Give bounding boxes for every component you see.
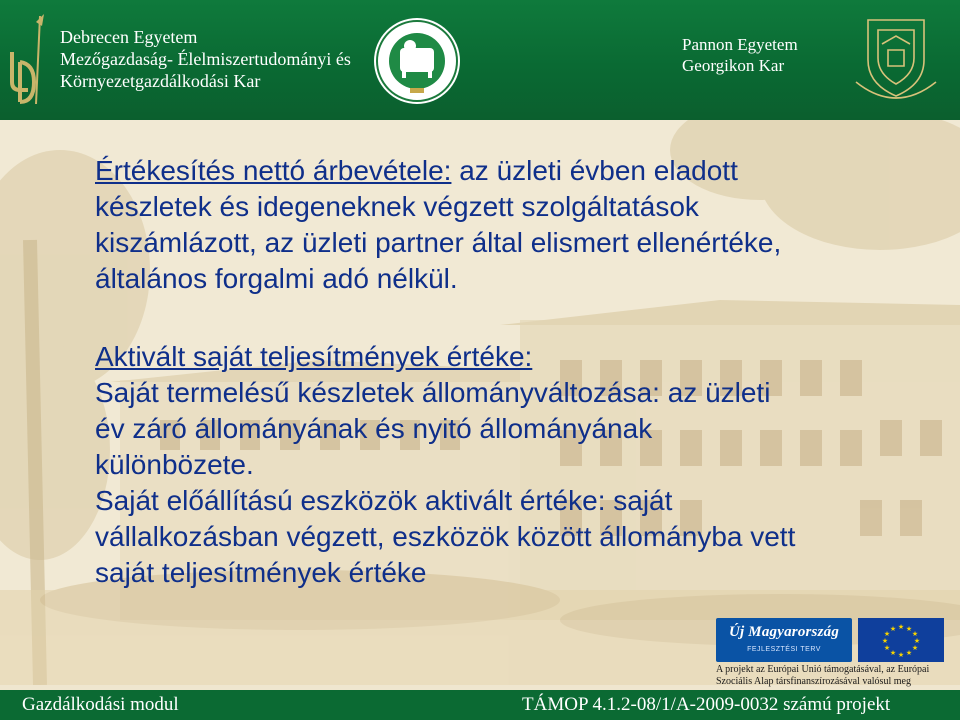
institution-line: Környezetgazdálkodási Kar <box>60 71 261 91</box>
svg-text:★: ★ <box>911 644 919 652</box>
header-banner <box>0 0 960 120</box>
institution-line: Debrecen Egyetem <box>60 27 198 47</box>
footer-bar <box>0 690 960 720</box>
definition-text: általános forgalmi adó nélkül. <box>95 263 458 294</box>
definition-first-line <box>95 153 945 189</box>
svg-text:★: ★ <box>911 630 919 638</box>
svg-text:★: ★ <box>913 637 921 645</box>
umft-logo-name: Új Magyarország <box>728 624 840 640</box>
definition-text: saját teljesítmények értéke <box>95 557 427 588</box>
definition-text: Saját előállítású eszközök aktivált értéke: saját <box>95 485 673 516</box>
pannon-university-crest <box>848 10 944 106</box>
eu-note-line: Szociális Alap társfinanszírozásával valósul meg <box>716 676 911 687</box>
definition-text: kiszámlázott, az üzleti partner által elismert ellenértéke, <box>95 227 782 258</box>
svg-text:★: ★ <box>897 651 905 659</box>
right-institution-name <box>682 34 798 76</box>
svg-text:★: ★ <box>889 625 897 633</box>
project-code: TÁMOP 4.1.2-08/1/A-2009-0032 számú projekt <box>522 694 891 715</box>
university-of-debrecen-logo <box>6 12 56 108</box>
definition-text: különbözete. <box>95 449 254 480</box>
definition-text: készletek és idegeneknek végzett szolgáltatások <box>95 191 699 222</box>
svg-text:★: ★ <box>881 637 889 645</box>
slide-content <box>95 153 945 591</box>
definition-net-sales <box>95 153 945 297</box>
definition-text: vállalkozásban végzett, eszközök között állományba vett <box>95 521 796 552</box>
module-name: Gazdálkodási modul <box>22 694 179 715</box>
svg-text:★: ★ <box>883 644 891 652</box>
term-net-sales: Értékesítés nettó árbevétele: <box>95 155 452 186</box>
umft-logo-subtitle: FEJLESZTÉSI TERV <box>747 646 821 653</box>
eu-flag-icon <box>858 618 944 662</box>
eu-stars-icon <box>858 618 944 662</box>
institution-line: Georgikon Kar <box>682 56 785 75</box>
uj-magyarorszag-logo <box>716 618 852 662</box>
institution-line: Pannon Egyetem <box>682 35 798 54</box>
left-institution-name <box>60 26 351 92</box>
svg-text:★: ★ <box>905 625 913 633</box>
svg-text:★: ★ <box>889 649 897 657</box>
svg-text:★: ★ <box>897 623 905 631</box>
term-capitalized-own-performance: Aktivált saját teljesítmények értéke: <box>95 341 533 372</box>
definition-text: az üzleti évben eladott <box>451 155 738 186</box>
paragraph-gap <box>95 297 945 339</box>
institution-line: Mezőgazdaság- Élelmiszertudományi és <box>60 49 351 69</box>
eu-note-line: A projekt az Európai Unió támogatásával, az Európai <box>716 664 930 675</box>
definition-capitalized-own-performance <box>95 339 945 591</box>
svg-text:★: ★ <box>883 630 891 638</box>
svg-text:★: ★ <box>905 649 913 657</box>
definition-text: Saját termelésű készletek állományváltozása: az üzleti <box>95 377 771 408</box>
eu-funding-note <box>716 664 948 688</box>
faculty-seal-logo <box>372 16 462 106</box>
definition-text: év záró állományának és nyitó állományának <box>95 413 653 444</box>
